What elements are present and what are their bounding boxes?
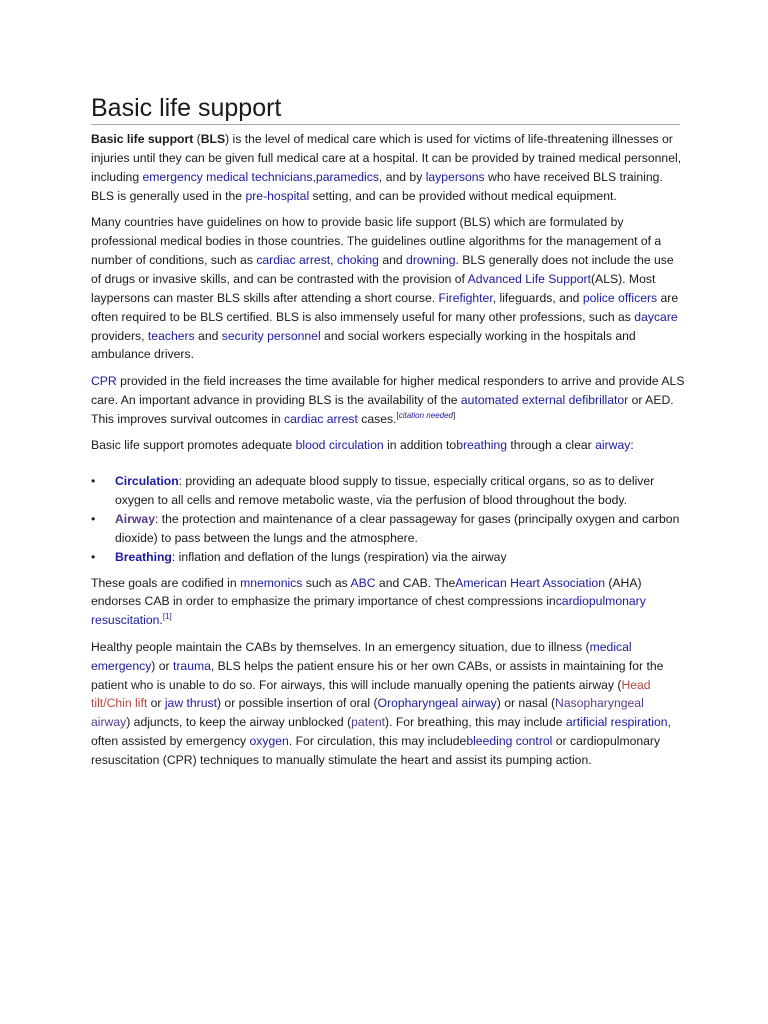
text-span: Healthy people maintain the CABs by themselves. In an emergency situation, due to illness ( — [91, 639, 590, 654]
text-span: who have received BLS training. BLS is generally used in the — [91, 169, 663, 203]
link-laypersons[interactable]: laypersons — [425, 169, 485, 184]
text-span: ( — [193, 132, 201, 146]
text-span: ) or nasal ( — [496, 696, 556, 711]
text-span: ) or — [151, 658, 173, 673]
text-span: setting, and can be provided without medical equipment. — [309, 188, 617, 203]
text-span: ) is the level of medical care which is used for victims of life-threatening illnesses or injuries until they can be given full medical care at a hospital. It can be provided by trained medical personnel, including — [91, 132, 682, 184]
link-airway[interactable]: airway — [595, 438, 631, 453]
text-span: ). For breathing, this may include — [385, 715, 566, 730]
text-span: : inflation and deflation of the lungs (respiration) via the airway — [171, 549, 507, 564]
text-span: and — [378, 252, 407, 267]
text-span: through a clear — [507, 438, 596, 453]
paragraph-guidelines — [91, 213, 685, 364]
link-police-officers[interactable]: police officers — [582, 290, 658, 305]
link-daycare[interactable]: daycare — [634, 309, 678, 324]
link-patent[interactable]: patent — [351, 715, 386, 730]
link-cardiac-arrest[interactable]: cardiac arrest — [256, 252, 331, 267]
text-span: provided in the field increases the time available for higher medical responders to arrive and provide ALS care. An important advance in providing BLS is the availability of the — [91, 373, 685, 407]
link-medical-emergency[interactable]: medical emergency — [91, 639, 632, 673]
paragraph-healthy — [91, 638, 685, 770]
bullet-icon: • — [91, 511, 96, 526]
link-firefighter[interactable]: Firefighter — [438, 290, 493, 305]
cab-list — [91, 472, 685, 567]
text-span: and social workers especially working in the hospitals and ambulance drivers. — [91, 328, 636, 362]
link-oropharyngeal-airway[interactable]: Oropharyngeal airway — [377, 696, 497, 711]
link-advanced-life-support[interactable]: Advanced Life Support — [467, 271, 591, 286]
link-breathing-term[interactable] — [115, 550, 172, 564]
text-span: , often assisted by emergency — [91, 715, 671, 749]
text-span: . — [159, 613, 163, 628]
link-pre-hospital[interactable]: pre-hospital — [245, 188, 310, 203]
paragraph-promotes — [91, 436, 685, 455]
text-span: and — [194, 328, 222, 343]
text-span: Many countries have guidelines on how to provide basic life support (BLS) which are formulated by professional medical bodies in those countries. The guidelines outline algorithms for the management of a number of conditions, such as — [91, 215, 662, 267]
link-blood-circulation[interactable]: blood circulation — [295, 438, 384, 453]
text-span: (ALS). Most laypersons can master BLS skills after attending a short course. — [91, 271, 656, 305]
link-mnemonics[interactable]: mnemonics — [240, 575, 303, 590]
term-circulation[interactable]: Circulation — [115, 474, 179, 488]
text-span: . BLS generally does not include the use of drugs or invasive skills, and can be contrasted with the provision of — [91, 252, 674, 286]
link-american-heart-association[interactable]: American Heart Association — [455, 575, 605, 590]
bullet-icon: • — [91, 549, 96, 564]
link-cardiopulmonary-resuscitation[interactable]: cardiopulmonary resuscitation — [91, 594, 646, 628]
text-span: or — [147, 696, 165, 711]
text-span: or AED. This improves survival outcomes in — [91, 392, 674, 426]
link-jaw-thrust[interactable]: jaw thrust — [164, 696, 217, 711]
paragraph-intro — [91, 130, 685, 206]
text-span: . For circulation, this may include — [288, 734, 467, 749]
link-emergency-medical-technicians[interactable]: emergency medical technicians — [142, 169, 313, 184]
list-item-airway — [91, 510, 685, 548]
page-title: Basic life support — [91, 92, 680, 125]
reference-1[interactable] — [163, 612, 172, 621]
term-airway[interactable]: Airway — [115, 511, 155, 526]
link-head-tilt-chin-lift[interactable]: Head tilt/Chin lift — [91, 677, 651, 711]
link-abc[interactable]: ABC — [350, 575, 376, 590]
text-span: , BLS helps the patient ensure his or her own CABs, or assists in maintaining for the patient who is unable to do so. For airways, this will include manually opening the patients airway ( — [91, 658, 664, 692]
link-cpr[interactable]: CPR — [91, 373, 117, 388]
link-cardiac-arrest-2[interactable]: cardiac arrest — [284, 411, 358, 426]
text-span: in addition to — [383, 438, 457, 453]
link-teachers[interactable]: teachers — [147, 328, 195, 343]
bullet-icon: • — [91, 474, 96, 488]
text-span: providers, — [91, 328, 148, 343]
list-item-breathing — [91, 548, 685, 567]
text-span: , — [330, 252, 337, 267]
link-paramedics[interactable]: paramedics — [315, 169, 379, 184]
paragraph-cpr — [91, 372, 685, 429]
link-drowning[interactable]: drowning — [406, 252, 456, 267]
text-span: are often required to be BLS certified. BLS is also immensely useful for many other professions, such as — [91, 290, 679, 324]
link-security-personnel[interactable]: security personnel — [221, 328, 321, 343]
citation-needed[interactable]: [citation needed] — [396, 410, 456, 420]
text-span: These goals are codified in — [91, 575, 241, 590]
text-span: , — [312, 169, 316, 184]
text-span: : — [630, 438, 634, 453]
text-span: : the protection and maintenance of a clear passageway for gases (principally oxygen and carbon dioxide) to pass between the lungs and the atmosphere. — [115, 511, 680, 545]
text-span: ) adjuncts, to keep the airway unblocked ( — [126, 715, 352, 730]
text-span: Basic life support promotes adequate — [91, 438, 296, 453]
text-span: ) or possible insertion of oral ( — [216, 696, 378, 711]
text-span: such as — [302, 575, 351, 590]
link-artificial-respiration[interactable]: artificial respiration — [565, 715, 668, 730]
link-nasopharyngeal-airway[interactable]: Nasopharyngeal airway — [91, 696, 644, 730]
reference-1-link[interactable]: [1] — [162, 612, 172, 622]
term-breathing[interactable]: Breathing — [115, 549, 172, 564]
link-circulation[interactable] — [115, 474, 179, 488]
link-breathing[interactable]: breathing — [456, 438, 508, 453]
text-span: , and by — [378, 169, 426, 184]
text-span: , lifeguards, and — [492, 290, 583, 305]
link-choking[interactable]: choking — [336, 252, 379, 267]
bold-abbr: BLS — [200, 132, 226, 146]
article-body — [91, 130, 685, 778]
text-span: and CAB. The — [375, 575, 456, 590]
link-airway-term[interactable] — [115, 512, 155, 526]
citation-needed-label[interactable]: citation needed — [398, 410, 453, 420]
text-span: cases. — [357, 411, 397, 426]
text-span: or cardiopulmonary resuscitation (CPR) techniques to manually stimulate the heart and assist its pumping action. — [91, 734, 661, 768]
list-item-circulation — [91, 472, 685, 510]
link-oxygen[interactable]: oxygen — [249, 734, 289, 749]
link-bleeding-control[interactable]: bleeding control — [466, 734, 553, 749]
paragraph-mnemonics — [91, 574, 685, 631]
text-span: : providing an adequate blood supply to tissue, especially critical organs, so as to deliver oxygen to all cells and remove metabolic waste, via the perfusion of blood throughout the body. — [115, 474, 655, 507]
text-span: (AHA) endorses CAB in order to emphasize the primary importance of chest compressions in — [91, 575, 642, 609]
bold-term: Basic life support — [91, 132, 194, 146]
link-automated-external-defibrillator[interactable]: automated external defibrillator — [460, 392, 629, 407]
link-trauma[interactable]: trauma — [172, 658, 211, 673]
